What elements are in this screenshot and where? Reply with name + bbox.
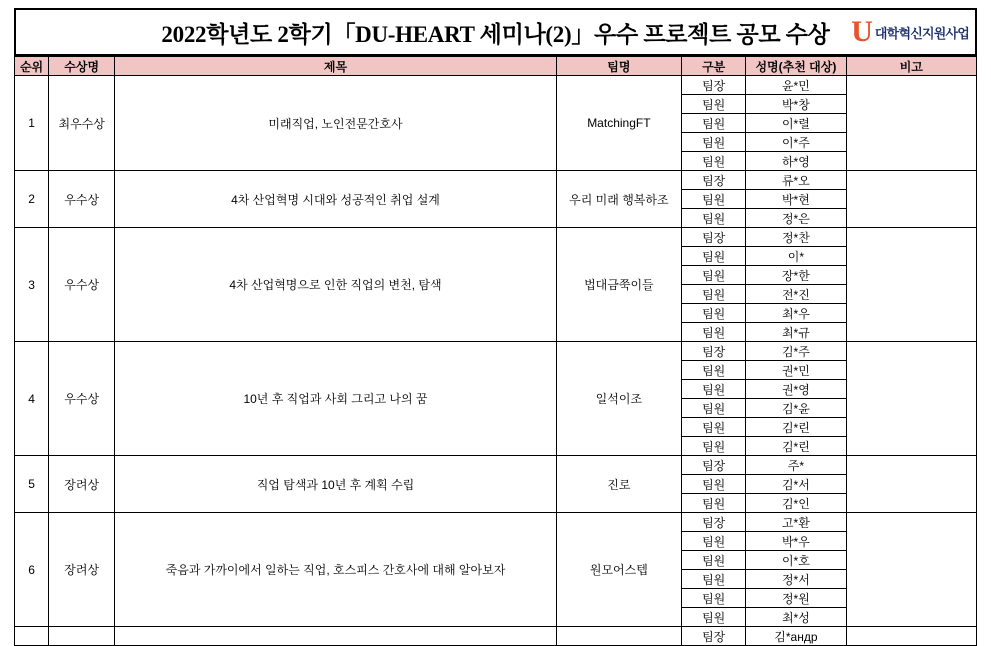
document-title-bar [14,8,977,56]
cell-subject: 4차 산업혁명으로 인한 직업의 변천, 탐색 [115,228,556,342]
table-header-row [15,57,977,76]
cell-note [846,513,976,627]
cell-name: 김*андр [746,627,846,646]
cell-rank: 6 [15,513,49,627]
table-row [15,171,977,190]
table-row [15,342,977,361]
cell-role: 팀장 [682,342,746,361]
cell-role: 팀원 [682,266,746,285]
cell-name: 최*우 [746,304,846,323]
cell-subject: 10년 후 직업과 사회 그리고 나의 꿈 [115,342,556,456]
cell-role: 팀원 [682,532,746,551]
cell-rank: 4 [15,342,49,456]
cell-rank: 5 [15,456,49,513]
cell-role: 팀원 [682,608,746,627]
table-row [15,456,977,475]
column-header-note: 비고 [846,57,976,76]
column-header-rank: 순위 [15,57,49,76]
table-row [15,228,977,247]
cell-role: 팀원 [682,190,746,209]
cell-name: 김*인 [746,494,846,513]
cell-note [846,342,976,456]
cell-name: 최*성 [746,608,846,627]
cell-name: 정*찬 [746,228,846,247]
cell-role: 팀원 [682,437,746,456]
cell-name: 이*호 [746,551,846,570]
cell-role: 팀원 [682,133,746,152]
cell-role: 팀원 [682,323,746,342]
column-header-award: 수상명 [49,57,115,76]
column-header-subject: 제목 [115,57,556,76]
cell-name: 박*창 [746,95,846,114]
cell-team: MatchingFT [556,76,681,171]
cell-award: 우수상 [49,171,115,228]
cell-name: 이*렬 [746,114,846,133]
cell-name: 김*린 [746,437,846,456]
program-logo [851,17,969,47]
cell-award: 장려상 [49,513,115,627]
cell-name: 주* [746,456,846,475]
cell-name: 정*은 [746,209,846,228]
cell-name: 박*우 [746,532,846,551]
cell-role: 팀원 [682,304,746,323]
cell-role: 팀원 [682,114,746,133]
cell-subject: 직업 탐색과 10년 후 계획 수립 [115,456,556,513]
table-row [15,627,977,646]
table-body [15,76,977,646]
cell-role: 팀원 [682,399,746,418]
cell-role: 팀원 [682,361,746,380]
logo-label: 대학혁신지원사업 [874,25,969,41]
cell-role: 팀원 [682,589,746,608]
cell-subject: 미래직업, 노인전문간호사 [115,76,556,171]
cell-name: 권*민 [746,361,846,380]
cell-name: 고*환 [746,513,846,532]
cell-subject [115,627,556,646]
cell-name: 류*오 [746,171,846,190]
page-title: 2022학년도 2학기「DU-HEART 세미나(2)」우수 프로젝트 공모 수상 [161,21,830,47]
cell-role: 팀장 [682,456,746,475]
cell-role: 팀원 [682,418,746,437]
cell-team: 원모어스텝 [556,513,681,627]
cell-role: 팀장 [682,228,746,247]
cell-team: 일석이조 [556,342,681,456]
cell-award: 최우수상 [49,76,115,171]
cell-name: 이*주 [746,133,846,152]
cell-note [846,228,976,342]
cell-subject: 4차 산업혁명 시대와 성공적인 취업 설계 [115,171,556,228]
cell-name: 김*윤 [746,399,846,418]
cell-award: 장려상 [49,456,115,513]
cell-name: 전*진 [746,285,846,304]
cell-name: 박*현 [746,190,846,209]
cell-name: 김*린 [746,418,846,437]
cell-name: 김*서 [746,475,846,494]
logo-u-mark: U [851,15,873,48]
cell-role: 팀원 [682,551,746,570]
cell-note [846,76,976,171]
cell-role: 팀원 [682,494,746,513]
cell-role: 팀원 [682,209,746,228]
cell-role: 팀장 [682,627,746,646]
cell-role: 팀원 [682,152,746,171]
cell-role: 팀장 [682,171,746,190]
cell-role: 팀원 [682,570,746,589]
cell-role: 팀장 [682,513,746,532]
cell-role: 팀원 [682,475,746,494]
column-header-name: 성명(추천 대상) [746,57,846,76]
table-row [15,76,977,95]
table-row [15,513,977,532]
cell-award [49,627,115,646]
cell-team: 진로 [556,456,681,513]
cell-role: 팀장 [682,76,746,95]
cell-name: 정*서 [746,570,846,589]
award-table [14,56,977,646]
cell-award: 우수상 [49,228,115,342]
cell-name: 하*영 [746,152,846,171]
cell-team: 법대금쭉이들 [556,228,681,342]
cell-name: 이* [746,247,846,266]
cell-name: 윤*민 [746,76,846,95]
cell-rank [15,627,49,646]
cell-name: 장*한 [746,266,846,285]
cell-role: 팀원 [682,285,746,304]
cell-name: 김*주 [746,342,846,361]
cell-rank: 2 [15,171,49,228]
cell-note [846,456,976,513]
cell-subject: 죽음과 가까이에서 일하는 직업, 호스피스 간호사에 대해 알아보자 [115,513,556,627]
cell-award: 우수상 [49,342,115,456]
cell-team: 우리 미래 행복하조 [556,171,681,228]
cell-role: 팀원 [682,95,746,114]
cell-name: 정*원 [746,589,846,608]
cell-note [846,171,976,228]
cell-rank: 3 [15,228,49,342]
cell-note [846,627,976,646]
cell-name: 최*규 [746,323,846,342]
cell-role: 팀원 [682,247,746,266]
cell-team [556,627,681,646]
cell-name: 권*영 [746,380,846,399]
column-header-team: 팀명 [556,57,681,76]
cell-rank: 1 [15,76,49,171]
cell-role: 팀원 [682,380,746,399]
column-header-role: 구분 [682,57,746,76]
